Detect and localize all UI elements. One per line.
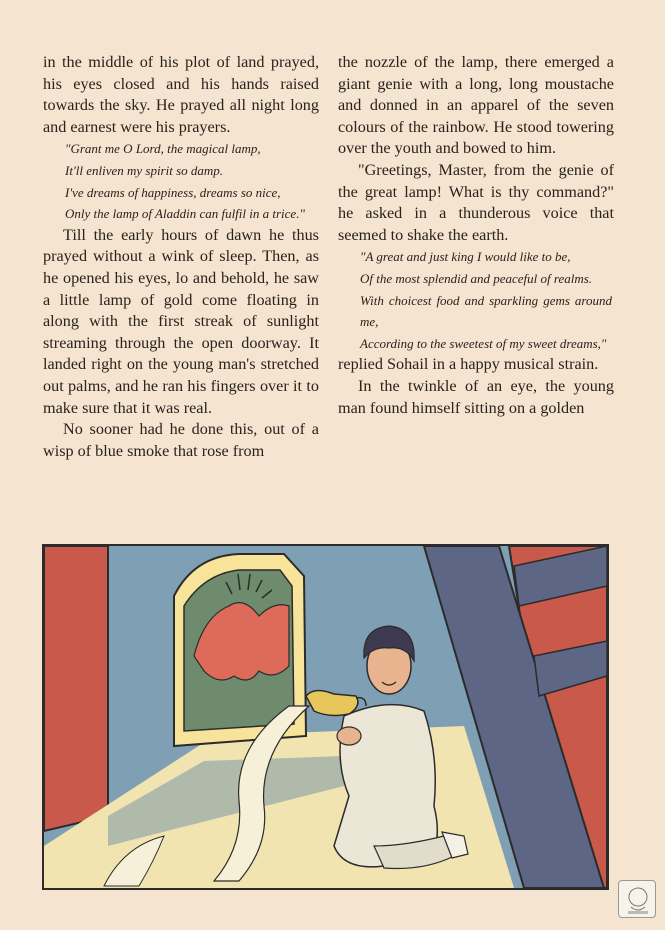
story-illustration: [42, 544, 609, 890]
seal-logo-icon: [618, 880, 656, 918]
hands: [337, 727, 361, 745]
left-red-panel: [44, 546, 108, 831]
left-verse: [43, 138, 319, 224]
illustration-drawing: [44, 546, 607, 888]
right-paragraph-1: the nozzle of the lamp, there emerged a giant genie with a long, long moustache and donned in an apparel of the seven colours of the rainbow. He stood towering over the youth and bowed to him.: [338, 53, 614, 158]
left-paragraph-2: Till the early hours of dawn he thus prayed without a wink of sleep. Then, as he opened his eyes, lo and behold, he saw a little lamp of gold come floating in along with the first streak of sunlight streaming through the open doorway. It landed right on the young man's stretched out palms, and he ran his fingers over it to make sure that it was real.: [43, 225, 319, 417]
left-paragraph-1: in the middle of his plot of land prayed, his eyes closed and his hands raised towards the sky. He prayed all night long and earnest were his prayers.: [43, 53, 319, 136]
left-verse-line-3: I've dreams of happiness, dreams so nice,: [65, 184, 281, 200]
left-verse-line-4: Only the lamp of Aladdin can fulfil in a trice.": [65, 206, 305, 222]
right-paragraph-3: replied Sohail in a happy musical strain.: [338, 355, 599, 374]
right-verse-line-4: According to the sweetest of my sweet dreams,": [360, 335, 607, 351]
left-paragraph-3: No sooner had he done this, out of a wisp of blue smoke that rose from: [43, 420, 319, 460]
left-text-column: [43, 52, 319, 462]
right-verse: [338, 246, 614, 354]
right-paragraph-4: In the twinkle of an eye, the young man found himself sitting on a golden: [338, 376, 614, 417]
right-verse-line-1: "A great and just king I would like to be,: [360, 249, 571, 265]
right-verse-line-2: Of the most splendid and peaceful of realms.: [360, 270, 593, 286]
right-verse-line-3: With choicest food and sparkling gems around me,: [360, 292, 612, 330]
right-text-column: [338, 52, 614, 419]
left-verse-line-2: It'll enliven my spirit so damp.: [65, 162, 224, 178]
right-paragraph-2: "Greetings, Master, from the genie of the great lamp! What is thy command?" he asked in a thunderous voice that seemed to shake the earth.: [338, 160, 614, 244]
left-verse-line-1: "Grant me O Lord, the magical lamp,: [65, 141, 261, 157]
